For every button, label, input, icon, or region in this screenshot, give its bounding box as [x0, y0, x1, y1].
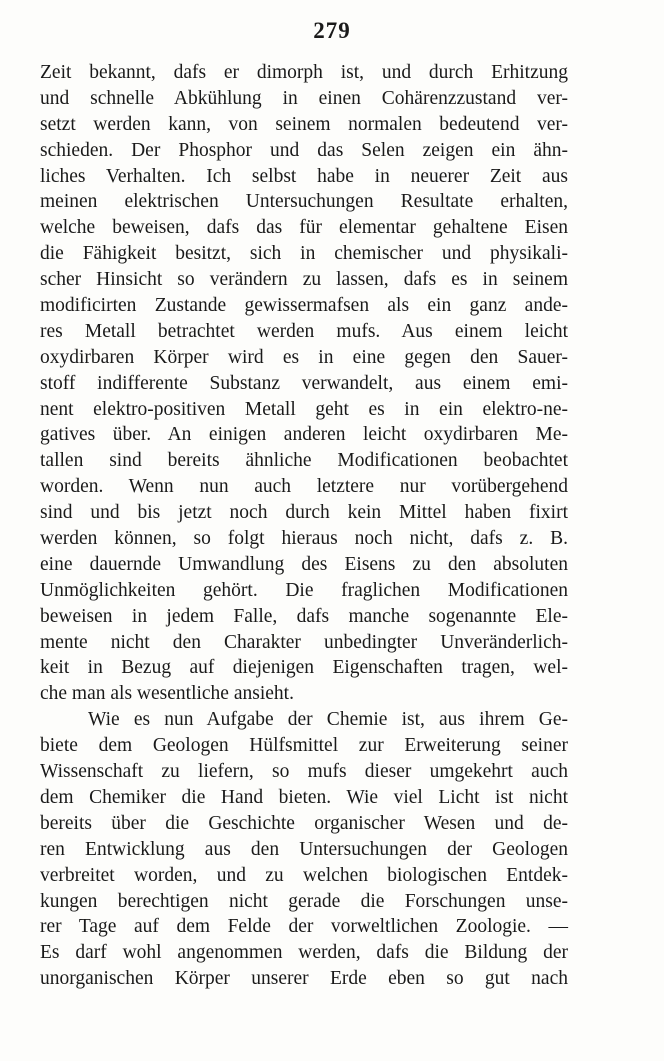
text-line: liches Verhalten. Ich selbst habe in neuerer Zeit aus [40, 165, 568, 187]
paragraph-start-line: Wie es nun Aufgabe der Chemie ist, aus ihrem Ge- [88, 709, 568, 731]
text-line: kungen berechtigen nicht gerade die Forschungen unse- [40, 890, 568, 912]
text-line: unorganischen Körper unserer Erde eben so gut nach [40, 968, 568, 990]
text-line: sind und bis jetzt noch durch kein Mittel haben fixirt [40, 502, 568, 524]
text-line: verbreitet worden, und zu welchen biologischen Entdek- [40, 864, 568, 886]
text-line: biete dem Geologen Hülfsmittel zur Erweiterung seiner [40, 735, 568, 757]
text-line: ren Entwicklung aus den Untersuchungen der Geologen [40, 838, 568, 860]
text-line: Wissenschaft zu liefern, so mufs dieser umgekehrt auch [40, 761, 568, 783]
text-line: welche beweisen, dafs das für elementar gehaltene Eisen [40, 217, 568, 239]
text-line: nent elektro-positiven Metall geht es in ein elektro-ne- [40, 398, 568, 420]
text-line: Es darf wohl angenommen werden, dafs die Bildung der [40, 942, 568, 964]
text-line: bereits über die Geschichte organischer Wesen und de- [40, 812, 568, 834]
text-line: mente nicht den Charakter unbedingter Unveränderlich- [40, 631, 568, 653]
text-line: werden können, so folgt hieraus noch nicht, dafs z. B. [40, 528, 568, 550]
text-line: gatives über. An einigen anderen leicht oxydirbaren Me- [40, 424, 568, 446]
text-line: keit in Bezug auf diejenigen Eigenschaften tragen, wel- [40, 657, 568, 679]
paragraph-end-line: che man als wesentliche ansieht. [40, 683, 294, 705]
text-line: rer Tage auf dem Felde der vorweltlichen Zoologie. — [40, 916, 568, 938]
text-line: tallen sind bereits ähnliche Modificationen beobachtet [40, 450, 568, 472]
page-number: 279 [313, 18, 351, 43]
text-line: res Metall betrachtet werden mufs. Aus einem leicht [40, 320, 568, 342]
text-line: worden. Wenn nun auch letztere nur vorübergehend [40, 476, 568, 498]
text-line: und schnelle Abkühlung in einen Cohärenzzustand ver- [40, 87, 568, 109]
text-line: stoff indifferente Substanz verwandelt, aus einem emi- [40, 372, 568, 394]
text-line: die Fähigkeit besitzt, sich in chemischer und physikali- [40, 243, 568, 265]
text-line: eine dauernde Umwandlung des Eisens zu den absoluten [40, 553, 568, 575]
body-text [40, 60, 568, 992]
text-line: Zeit bekannt, dafs er dimorph ist, und durch Erhitzung [40, 62, 568, 83]
text-line: oxydirbaren Körper wird es in eine gegen den Sauer- [40, 346, 568, 368]
text-line: schieden. Der Phosphor und das Selen zeigen ein ähn- [40, 139, 568, 161]
text-line: beweisen in jedem Falle, dafs manche sogenannte Ele- [40, 605, 568, 627]
text-line: modificirten Zustande gewissermafsen als ein ganz ande- [40, 295, 568, 317]
text-line: Unmöglichkeiten gehört. Die fraglichen Modificationen [40, 579, 568, 601]
text-line: meinen elektrischen Untersuchungen Resultate erhalten, [40, 191, 568, 213]
text-line: setzt werden kann, von seinem normalen bedeutend ver- [40, 113, 568, 135]
text-line: dem Chemiker die Hand bieten. Wie viel Licht ist nicht [40, 786, 568, 808]
text-line: scher Hinsicht so verändern zu lassen, dafs es in seinem [40, 269, 568, 291]
